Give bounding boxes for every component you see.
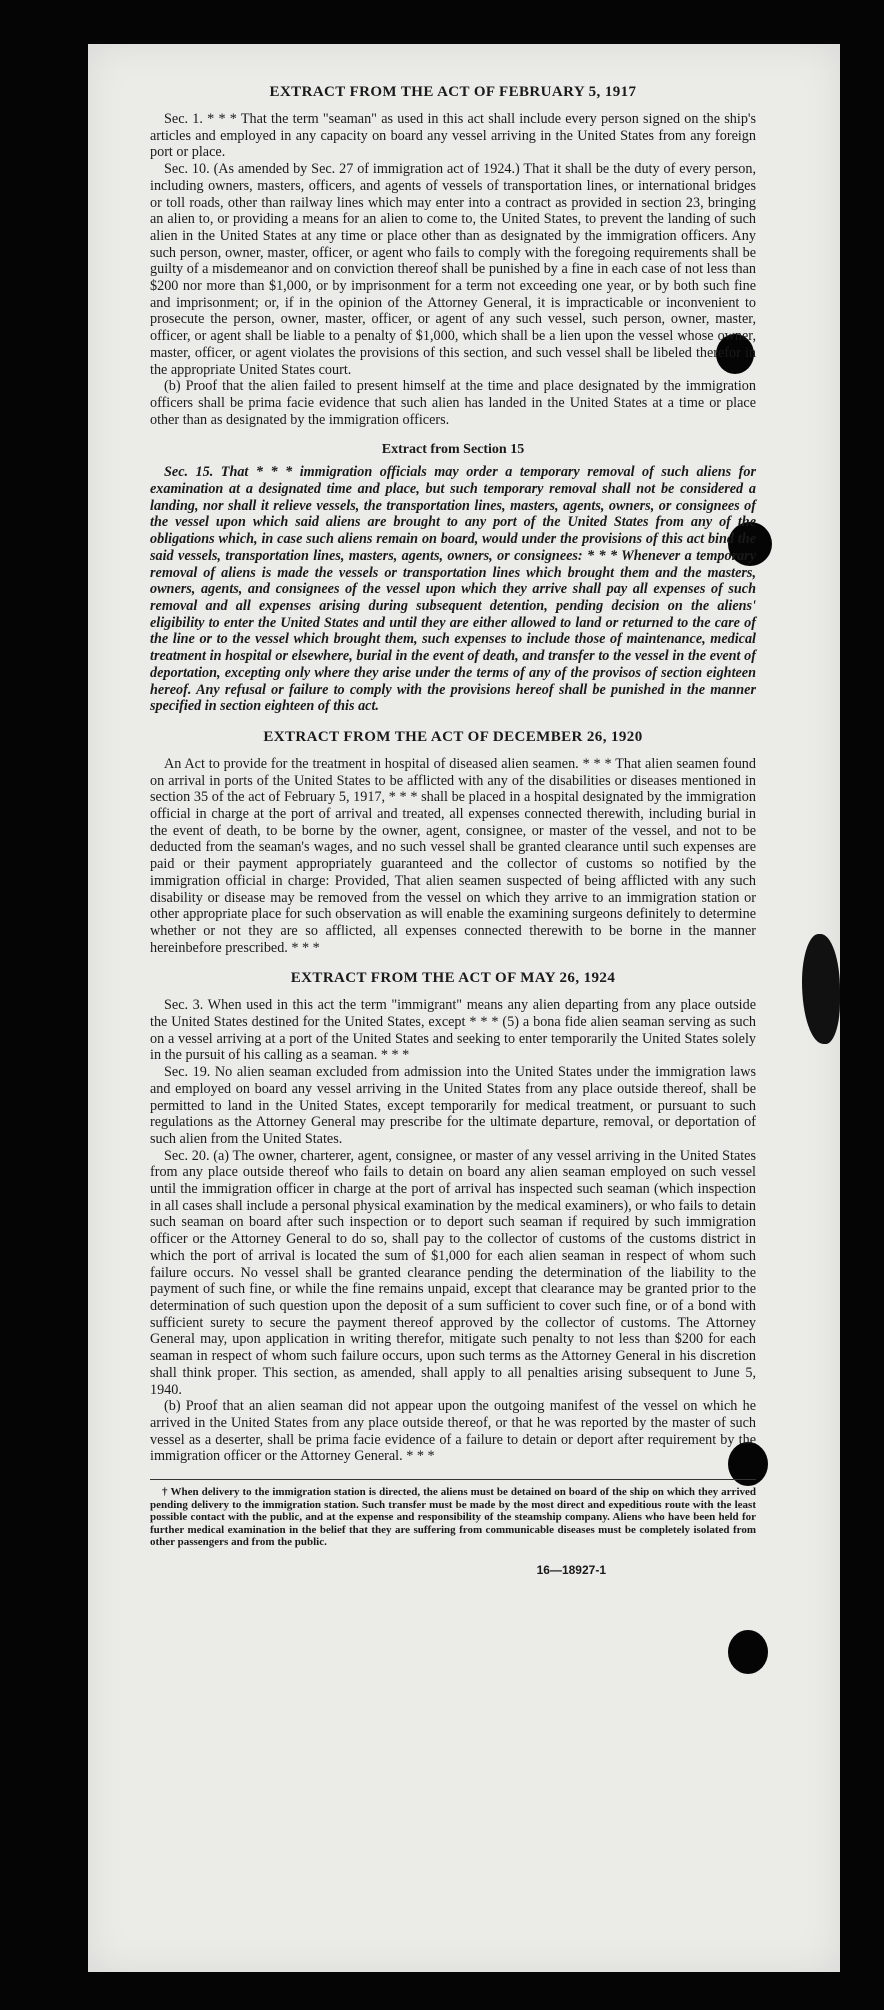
divider [150, 1479, 756, 1480]
section-act-1924 [150, 970, 756, 1465]
paragraph: Sec. 10. (As amended by Sec. 27 of immigration act of 1924.) That it shall be the duty of every person, including owners, masters, officers, and agents of vessels of transportation lines, or international bridges or toll roads, other than railway lines which may enter into a contract as provided in section 23, bringing an alien to, or providing a means for an alien to come to, the United States, to prevent the landing of such alien in the United States at any time or place other than as designated by the immigration officers. Any such person, owner, master, officer, or agent who fails to comply with the foregoing requirements shall be guilty of a misdemeanor and on conviction thereof shall be punished by a fine in each case of not less than $200 nor more than $1,000, or by imprisonment for a term not exceeding one year, or by both such fine and imprisonment; or, if in the opinion of the Attorney General, it is impracticable or inconvenient to prosecute the person, owner, master, officer, or agent of any such vessel, such person, owner, master, officer, or agent shall be liable to a penalty of $1,000, which shall be a lien upon the vessel whose owner, master, officer, or agent violates the provisions of this section, and such vessel shall be libeled therefor in the appropriate United States court. [150, 161, 756, 378]
section-heading: Extract from Section 15 [381, 442, 525, 458]
document-content [150, 84, 756, 1577]
paragraph: Sec. 15. That * * * immigration officials may order a temporary removal of such aliens for examination at a designated time and place, but such temporary removal shall not be considered a landing, nor shall it relieve vessels, the transportation lines, masters, agents, owners, or consignees of the vessel upon which said aliens are brought to any port of the United States from any of the obligations which, in case such aliens remain on board, would under the provisions of this act bind the said vessels, transportation lines, masters, agents, owners, or consignees: * * * Whenever a temporary removal of aliens is made the vessels or transportation lines which brought them and the masters, owners, agents, and consignees of the vessel upon which they arrive shall pay all expenses of such removal and all expenses arising during subsequent detention, pending decision on the aliens' eligibility to enter the United States and until they are either allowed to land or returned to the care of the line or to the vessel which brought them, such expenses to include those of maintenance, medical treatment in hospital or elsewhere, burial in the event of death, and transfer to the vessel in the event of deportation, excepting only where they arise under the terms of any of the provisos of section eighteen hereof. Any refusal or failure to comply with the provisions hereof shall be punished in the manner specified in section eighteen of this act. [150, 464, 756, 715]
section-act-1920 [150, 729, 756, 956]
footnote-text: † When delivery to the immigration station is directed, the aliens must be detained on board of the ship on which they arrived pending delivery to the immigration station. Such transfer must be made by the most direct and expeditious route with the least possible contact with the public, and at the expense and responsibility of the steamship company. Aliens who have been held for further medical examination in the belief that they are suffering from communicable diseases must be completely isolated from other passengers and from the public. [150, 1486, 756, 1549]
paragraph: Sec. 1. * * * That the term "seaman" as used in this act shall include every person signed on the ship's articles and employed in any capacity on board any vessel arriving in the United States from any foreign port or place. [150, 111, 756, 161]
paragraph: Sec. 20. (a) The owner, charterer, agent, consignee, or master of any vessel arriving in the United States from any place outside thereof who fails to detain on board any alien seaman employed on such vessel until the immigration officer in charge at the port of arrival has inspected such seaman (which inspection in all cases shall include a personal physical examination by the medical examiners), or who fails to detain such seaman on board after such inspection or to deport such seaman if required by such immigration officer or the Attorney General to do so, shall pay to the collector of customs of the customs district in which the port of arrival is located the sum of $1,000 for each alien seaman in respect of whom such failure occurs. No vessel shall be granted clearance pending the determination of the liability to the payment of such fine, or while the fine remains unpaid, except that clearance may be granted prior to the determination of such question upon the deposit of a sum sufficient to cover such fine, or of a bond with sufficient surety to secure the payment thereof approved by the collector of customs. The Attorney General may, upon application in writing therefor, mitigate such penalty to not less than $200 for each seaman in respect of whom such failure occurs, upon such terms as the Attorney General in his discretion shall think proper. This section, as amended, shall apply to all penalties arising subsequent to June 5, 1940. [150, 1147, 756, 1398]
section-act-1917 [150, 84, 756, 428]
paragraph: (b) Proof that an alien seaman did not appear upon the outgoing manifest of the vessel on which he arrived in the United States from any place outside thereof, or that he was reported by the master of such vessel as a deserter, shall be prima facie evidence of a failure to detain or deport after requirement by the immigration officer or the Attorney General. * * * [150, 1398, 756, 1465]
document-number: 16—18927-1 [536, 1563, 606, 1577]
document-page [88, 44, 840, 1972]
paragraph: Sec. 3. When used in this act the term "immigrant" means any alien departing from any place outside the United States destined for the United States, except * * * (5) a bona fide alien seaman serving as such on a vessel arriving at a port of the United States and seeking to enter temporarily the United States solely in the pursuit of his calling as a seaman. * * * [150, 997, 756, 1064]
section-heading: EXTRACT FROM THE ACT OF FEBRUARY 5, 1917 [269, 84, 637, 100]
section-heading: EXTRACT FROM THE ACT OF MAY 26, 1924 [290, 970, 616, 987]
paragraph: Sec. 19. No alien seaman excluded from admission into the United States under the immigration laws and employed on board any vessel arriving in the United States from any place outside thereof, shall be permitted to land in the United States, except temporarily for medical treatment, or pursuant to such regulations as the Attorney General may prescribe for the ultimate departure, removal, or deportation of such alien from the United States. [150, 1064, 756, 1147]
punch-hole [728, 1630, 768, 1674]
paragraph: (b) Proof that the alien failed to present himself at the time and place designated by the immigration officers shall be prima facie evidence that such alien has landed in the United States at a time or place other than as designated by the immigration officers. [150, 378, 756, 428]
section-15 [150, 442, 756, 715]
section-heading: EXTRACT FROM THE ACT OF DECEMBER 26, 1920 [263, 728, 643, 745]
ink-blot [802, 934, 840, 1044]
footnote [150, 1486, 756, 1549]
paragraph: An Act to provide for the treatment in hospital of diseased alien seamen. * * * That alien seamen found on arrival in ports of the United States to be afflicted with any of the disabilities or diseases mentioned in section 35 of the act of February 5, 1917, * * * shall be placed in a hospital designated by the immigration official in charge at the port of arrival and treated, all expenses connected therewith, including burial in the event of death, to be borne by the owner, agent, consignee, or master of the vessel, and not to be deducted from the seaman's wages, and no such vessel shall be granted clearance until such expenses are paid or their payment appropriately guaranteed and the collector of customs so notified by the immigration official in charge: Provided, That alien seamen suspected of being afflicted with any such disability or disease may be removed from the vessel on which they arrive to an immigration station or other appropriate place for such observation as will enable the examining surgeons definitely to determine whether or not they are so afflicted, all expenses connected therewith to be borne in the manner hereinbefore prescribed. * * * [150, 755, 756, 956]
